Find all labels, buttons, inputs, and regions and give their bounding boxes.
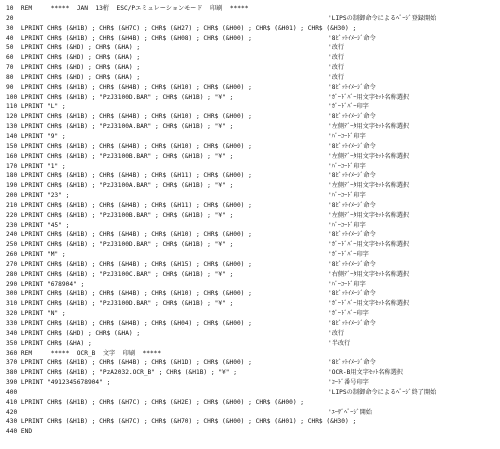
code-statement: 440 END bbox=[6, 428, 33, 436]
code-statement: 230 LPRINT "45" ; bbox=[6, 221, 70, 229]
code-line bbox=[6, 309, 496, 319]
code-statement: 400 bbox=[6, 388, 18, 396]
code-statement: 160 LPRINT CHR$ (&H1B) ; "PzJ3100B.BAR" ; CHR$ (&H1B) ; "¥" ; bbox=[6, 152, 234, 160]
code-comment: 'ｺｰﾄﾞ番号印字 bbox=[328, 379, 369, 387]
code-statement: 320 LPRINT "N" ; bbox=[6, 310, 66, 318]
code-comment: '改行 bbox=[328, 329, 345, 337]
code-comment: 'ｶﾞｰﾄﾞﾊﾞｰ用文字ｾｯﾄ名称選択 bbox=[328, 93, 410, 101]
code-comment: 'LIPSの制御命令によるﾍﾟｰｼﾞ終了開始 bbox=[328, 388, 437, 396]
code-statement: 40 LPRINT CHR$ (&H1B) ; CHR$ (&H4B) ; CHR$ (&H08) ; CHR$ (&H00) ; bbox=[6, 34, 252, 42]
code-comment: '半改行 bbox=[328, 339, 351, 347]
code-comment: '8ﾋﾞｯﾄｲﾒｰｼﾞ命令 bbox=[328, 290, 376, 298]
code-line bbox=[6, 53, 496, 63]
code-comment: 'ﾊﾞｰｺｰﾄﾞ印字 bbox=[328, 280, 366, 288]
code-line bbox=[6, 102, 496, 112]
code-line bbox=[6, 142, 496, 152]
code-statement: 270 LPRINT CHR$ (&H1B) ; CHR$ (&H4B) ; CHR$ (&H15) ; CHR$ (&H00) ; bbox=[6, 260, 252, 268]
code-line bbox=[6, 388, 496, 398]
code-statement: 310 LPRINT CHR$ (&H1B) ; "PzJ3100D.BAR" ; CHR$ (&H1B) ; "¥" ; bbox=[6, 300, 234, 308]
code-line bbox=[6, 240, 496, 250]
code-comment: '8ﾋﾞｯﾄｲﾒｰｼﾞ命令 bbox=[328, 260, 376, 268]
code-comment: 'ｶﾞｰﾄﾞﾊﾞｰ用文字ｾｯﾄ名称選択 bbox=[328, 241, 410, 249]
code-statement: 380 LPRINT CHR$ (&H1B) ; "PzA2032.OCR_B" ; CHR$ (&H1B) ; "¥" ; bbox=[6, 369, 237, 377]
code-comment: '8ﾋﾞｯﾄｲﾒｰｼﾞ命令 bbox=[328, 113, 376, 121]
code-line bbox=[6, 280, 496, 290]
code-line bbox=[6, 260, 496, 270]
code-line bbox=[6, 368, 496, 378]
code-line bbox=[6, 417, 496, 427]
code-line bbox=[6, 112, 496, 122]
code-line bbox=[6, 14, 496, 24]
code-statement: 120 LPRINT CHR$ (&H1B) ; CHR$ (&H4B) ; CHR$ (&H10) ; CHR$ (&H00) ; bbox=[6, 113, 252, 121]
code-line bbox=[6, 427, 496, 437]
code-statement: 210 LPRINT CHR$ (&H1B) ; CHR$ (&H4B) ; CHR$ (&H11) ; CHR$ (&H00) ; bbox=[6, 201, 252, 209]
code-statement: 300 LPRINT CHR$ (&H1B) ; CHR$ (&H4B) ; CHR$ (&H10) ; CHR$ (&H00) ; bbox=[6, 290, 252, 298]
code-statement: 90 LPRINT CHR$ (&H1B) ; CHR$ (&H4B) ; CHR$ (&H10) ; CHR$ (&H00) ; bbox=[6, 83, 252, 91]
code-comment: '左側ﾃﾞｰﾀ用文字ｾｯﾄ名称選択 bbox=[328, 182, 410, 190]
code-comment: '改行 bbox=[328, 73, 345, 81]
code-line bbox=[6, 162, 496, 172]
code-comment: '8ﾋﾞｯﾄｲﾒｰｼﾞ命令 bbox=[328, 172, 376, 180]
code-statement: 390 LPRINT "4912345678904" ; bbox=[6, 379, 111, 387]
code-line bbox=[6, 270, 496, 280]
code-comment: 'ｶﾞｰﾄﾞﾊﾞｰ印字 bbox=[328, 251, 369, 259]
code-line bbox=[6, 358, 496, 368]
code-statement: 340 LPRINT CHR$ (&HD) ; CHR$ (&HA) ; bbox=[6, 329, 141, 337]
code-comment: 'ｶﾞｰﾄﾞﾊﾞｰ印字 bbox=[328, 103, 369, 111]
code-line bbox=[6, 4, 496, 14]
code-comment: 'ｶﾞｰﾄﾞﾊﾞｰ印字 bbox=[328, 310, 369, 318]
code-statement: 60 LPRINT CHR$ (&HD) ; CHR$ (&HA) ; bbox=[6, 54, 141, 62]
code-statement: 30 LPRINT CHR$ (&H1B) ; CHR$ (&H7C) ; CHR$ (&H27) ; CHR$ (&H00) ; CHR$ (&H01) ; CHR$ (&H30) ; bbox=[6, 24, 357, 32]
code-statement: 240 LPRINT CHR$ (&H1B) ; CHR$ (&H4B) ; CHR$ (&H10) ; CHR$ (&H00) ; bbox=[6, 231, 252, 239]
code-comment: '8ﾋﾞｯﾄｲﾒｰｼﾞ命令 bbox=[328, 320, 376, 327]
code-line bbox=[6, 339, 496, 349]
code-statement: 330 LPRINT CHR$ (&H1B) ; CHR$ (&H4B) ; CHR$ (&H04) ; CHR$ (&H00) ; bbox=[6, 320, 252, 327]
code-line bbox=[6, 43, 496, 53]
code-line bbox=[6, 378, 496, 388]
code-comment: 'ｶﾞｰﾄﾞﾊﾞｰ用文字ｾｯﾄ名称選択 bbox=[328, 300, 410, 308]
code-line bbox=[6, 93, 496, 103]
code-comment: '改行 bbox=[328, 44, 345, 52]
code-comment: '8ﾋﾞｯﾄｲﾒｰｼﾞ命令 bbox=[328, 201, 376, 209]
code-statement: 100 LPRINT CHR$ (&H1B) ; "PzJ3100D.BAR" ; CHR$ (&H1B) ; "¥" ; bbox=[6, 93, 234, 101]
code-line bbox=[6, 398, 496, 408]
code-line bbox=[6, 34, 496, 44]
code-comment: '左側ﾃﾞｰﾀ用文字ｾｯﾄ名称選択 bbox=[328, 152, 410, 160]
code-statement: 420 bbox=[6, 408, 18, 416]
code-statement: 50 LPRINT CHR$ (&HD) ; CHR$ (&HA) ; bbox=[6, 44, 141, 52]
code-comment: 'ﾊﾞｰｺｰﾄﾞ印字 bbox=[328, 162, 366, 170]
code-line bbox=[6, 63, 496, 73]
code-line bbox=[6, 73, 496, 83]
code-statement: 110 LPRINT "L" ; bbox=[6, 103, 66, 111]
code-line bbox=[6, 122, 496, 132]
code-statement: 170 LPRINT "1" ; bbox=[6, 162, 66, 170]
code-comment: '8ﾋﾞｯﾄｲﾒｰｼﾞ命令 bbox=[328, 83, 376, 91]
code-comment: '右側ﾃﾞｰﾀ用文字ｾｯﾄ名称選択 bbox=[328, 270, 410, 278]
code-comment: '改行 bbox=[328, 64, 345, 72]
code-line bbox=[6, 181, 496, 191]
code-comment: '8ﾋﾞｯﾄｲﾒｰｼﾞ命令 bbox=[328, 34, 376, 42]
code-statement: 430 LPRINT CHR$ (&H1B) ; CHR$ (&H7C) ; CHR$ (&H70) ; CHR$ (&H00) ; CHR$ (&H01) ; CHR$ (&H30) ; bbox=[6, 418, 357, 426]
code-statement: 260 LPRINT "M" ; bbox=[6, 251, 66, 259]
code-line bbox=[6, 299, 496, 309]
code-comment: '8ﾋﾞｯﾄｲﾒｰｼﾞ命令 bbox=[328, 231, 376, 239]
code-statement: 280 LPRINT CHR$ (&H1B) ; "PzJ3100C.BAR" ; CHR$ (&H1B) ; "¥" ; bbox=[6, 270, 234, 278]
code-statement: 250 LPRINT CHR$ (&H1B) ; "PzJ3100D.BAR" ; CHR$ (&H1B) ; "¥" ; bbox=[6, 241, 234, 249]
code-line bbox=[6, 319, 496, 329]
code-statement: 10 REM ***** JAN 13桁 ESC/Pエミュレーションモード 印刷 ***** bbox=[6, 5, 249, 12]
code-line bbox=[6, 201, 496, 211]
code-comment: '改行 bbox=[328, 54, 345, 62]
code-comment: 'ﾊﾞｰｺｰﾄﾞ印字 bbox=[328, 132, 366, 140]
code-statement: 220 LPRINT CHR$ (&H1B) ; "PzJ3100B.BAR" ; CHR$ (&H1B) ; "¥" ; bbox=[6, 211, 234, 219]
code-line bbox=[6, 24, 496, 34]
code-statement: 350 LPRINT CHR$ (&HA) ; bbox=[6, 339, 92, 347]
code-statement: 20 bbox=[6, 14, 14, 22]
code-comment: 'OCR-B用文字ｾｯﾄ名称選択 bbox=[328, 369, 403, 377]
code-line bbox=[6, 349, 496, 359]
code-comment: '8ﾋﾞｯﾄｲﾒｰｼﾞ命令 bbox=[328, 142, 376, 150]
code-line bbox=[6, 191, 496, 201]
code-statement: 200 LPRINT "23" ; bbox=[6, 192, 70, 200]
code-statement: 290 LPRINT "678904" ; bbox=[6, 280, 85, 288]
code-statement: 370 LPRINT CHR$ (&H1B) ; CHR$ (&H4B) ; CHR$ (&H1D) ; CHR$ (&H00) ; bbox=[6, 359, 252, 367]
code-line bbox=[6, 132, 496, 142]
code-line bbox=[6, 408, 496, 418]
code-statement: 150 LPRINT CHR$ (&H1B) ; CHR$ (&H4B) ; CHR$ (&H10) ; CHR$ (&H00) ; bbox=[6, 142, 252, 150]
code-line bbox=[6, 211, 496, 221]
code-statement: 180 LPRINT CHR$ (&H1B) ; CHR$ (&H4B) ; CHR$ (&H11) ; CHR$ (&H00) ; bbox=[6, 172, 252, 180]
code-statement: 190 LPRINT CHR$ (&H1B) ; "PzJ3100A.BAR" ; CHR$ (&H1B) ; "¥" ; bbox=[6, 182, 234, 190]
code-comment: '左側ﾃﾞｰﾀ用文字ｾｯﾄ名称選択 bbox=[328, 211, 410, 219]
code-comment: 'ﾕｰｻﾞﾍﾟｰｼﾞ開始 bbox=[328, 408, 372, 416]
code-statement: 130 LPRINT CHR$ (&H1B) ; "PzJ3100A.BAR" ; CHR$ (&H1B) ; "¥" ; bbox=[6, 123, 234, 131]
code-line bbox=[6, 230, 496, 240]
code-comment: 'LIPSの制御命令によるﾍﾟｰｼﾞ登録開始 bbox=[328, 14, 437, 22]
code-line bbox=[6, 250, 496, 260]
code-line bbox=[6, 171, 496, 181]
code-line bbox=[6, 221, 496, 231]
code-comment: '左側ﾃﾞｰﾀ用文字ｾｯﾄ名称選択 bbox=[328, 123, 410, 131]
code-line bbox=[6, 329, 496, 339]
code-statement: 80 LPRINT CHR$ (&HD) ; CHR$ (&HA) ; bbox=[6, 73, 141, 81]
code-statement: 410 LPRINT CHR$ (&H1B) ; CHR$ (&H7C) ; CHR$ (&H2E) ; CHR$ (&H00) ; CHR$ (&H00) ; bbox=[6, 398, 305, 406]
code-comment: 'ﾊﾞｰｺｰﾄﾞ印字 bbox=[328, 192, 366, 200]
code-statement: 70 LPRINT CHR$ (&HD) ; CHR$ (&HA) ; bbox=[6, 64, 141, 72]
code-line bbox=[6, 83, 496, 93]
code-comment: 'ﾊﾞｰｺｰﾄﾞ印字 bbox=[328, 221, 366, 229]
code-statement: 360 REM ***** OCR_B 文字 印刷 ***** bbox=[6, 349, 162, 357]
code-line bbox=[6, 152, 496, 162]
code-comment: '8ﾋﾞｯﾄｲﾒｰｼﾞ命令 bbox=[328, 359, 376, 367]
code-statement: 140 LPRINT "9" ; bbox=[6, 132, 66, 140]
basic-program-listing bbox=[6, 4, 496, 437]
code-line bbox=[6, 289, 496, 299]
